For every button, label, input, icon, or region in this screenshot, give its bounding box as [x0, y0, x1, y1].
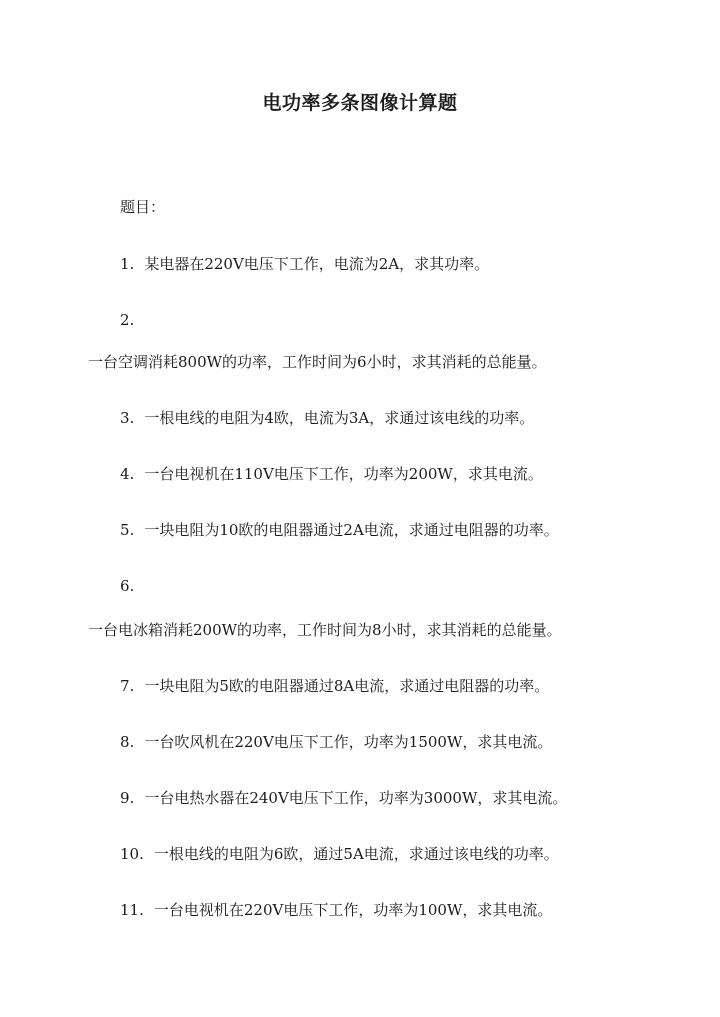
- question-number: 10.: [120, 845, 144, 863]
- question-4: [120, 464, 543, 484]
- question-2-number: 2.: [120, 311, 135, 329]
- question-text: 一根电线的电阻为6欧，通过5A电流，求通过该电线的功率。: [153, 845, 559, 863]
- question-8: [120, 732, 552, 752]
- question-number: 7.: [120, 677, 135, 695]
- question-text: 一台吹风机在220V电压下工作，功率为1500W，求其电流。: [144, 733, 553, 751]
- question-text: 一台电视机在110V电压下工作，功率为200W，求其电流。: [144, 465, 543, 483]
- question-number: 5.: [120, 521, 135, 539]
- question-5: [120, 520, 559, 540]
- question-text: 一台电视机在220V电压下工作，功率为100W，求其电流。: [153, 901, 553, 919]
- question-text: 某电器在220V电压下工作，电流为2A，求其功率。: [144, 255, 490, 273]
- question-3: [120, 408, 534, 428]
- question-6-text: 一台电冰箱消耗200W的功率，工作时间为8小时，求其消耗的总能量。: [88, 621, 562, 639]
- question-text: 一块电阻为10欧的电阻器通过2A电流，求通过电阻器的功率。: [144, 521, 559, 539]
- question-number: 1.: [120, 255, 135, 273]
- question-9: [120, 788, 567, 808]
- question-7: [120, 676, 549, 696]
- page-title: 电功率多条图像计算题: [262, 92, 458, 114]
- intro-label: 题目：: [120, 198, 166, 216]
- question-number: 4.: [120, 465, 135, 483]
- question-10: [120, 844, 559, 864]
- question-number: 11.: [120, 901, 144, 919]
- question-6-number: 6.: [120, 577, 135, 595]
- question-number: 3.: [120, 409, 135, 427]
- question-number: 9.: [120, 789, 135, 807]
- question-text: 一根电线的电阻为4欧，电流为3A，求通过该电线的功率。: [144, 409, 535, 427]
- question-text: 一块电阻为5欧的电阻器通过8A电流，求通过电阻器的功率。: [144, 677, 550, 695]
- question-11: [120, 900, 552, 920]
- question-1: [120, 254, 489, 274]
- question-2-text: 一台空调消耗800W的功率，工作时间为6小时，求其消耗的总能量。: [88, 353, 547, 371]
- question-number: 8.: [120, 733, 135, 751]
- question-text: 一台电热水器在240V电压下工作，功率为3000W，求其电流。: [144, 789, 568, 807]
